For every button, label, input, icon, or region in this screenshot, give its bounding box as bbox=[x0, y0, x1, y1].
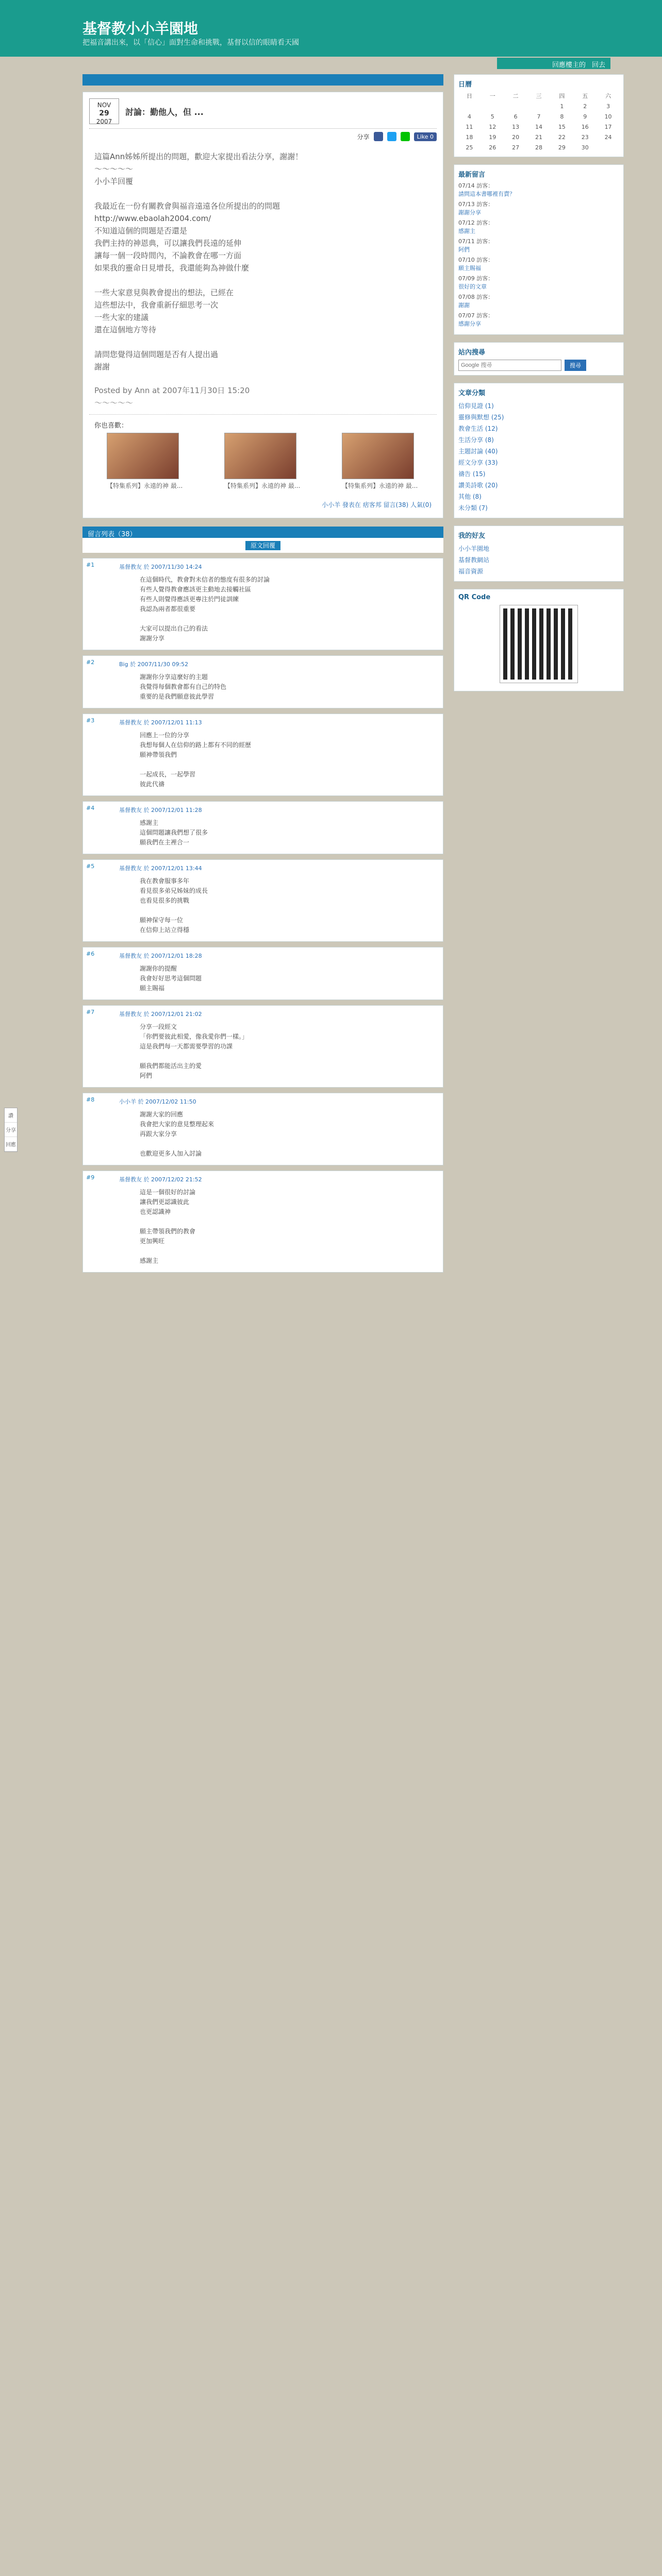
calendar-cell[interactable]: 26 bbox=[489, 144, 496, 151]
line-icon[interactable] bbox=[401, 132, 410, 141]
calendar-block bbox=[454, 74, 624, 157]
post-body: 這篇Ann姊姊所提出的問題，歡迎大家提出看法分享，謝謝！ ～～～～～ 小小羊回覆 我最近在一份有關教會與福音遠遠各位所提出的的問題 http://www.ebaolah2004.com/ 不知道這個的問題是否還是 我們主持的神恩典，可以讓我們長遠的延伸 讓每一個一段時間內，不論教會在哪一方面 如果我的靈命日見增長，我還能夠為神做什麼 一些大家意見與教會提出的想法，已經在 這些想法中，我會重新仔細思考一次 一些大家的建議 還在這個地方等待 請問您覺得這個問題是否有人提出過 謝謝 bbox=[94, 152, 303, 371]
calendar-cell[interactable] bbox=[528, 102, 550, 111]
calendar-cell[interactable] bbox=[458, 102, 481, 111]
recent-text: 謝謝 bbox=[458, 302, 470, 309]
floating-share-bar bbox=[4, 1108, 18, 1152]
comment-number: #9 bbox=[86, 1174, 95, 1181]
post-date-year: 2007 bbox=[96, 118, 112, 125]
comment-number: #1 bbox=[86, 562, 95, 568]
related-label: 【特集系列】永遠的神 最... bbox=[107, 482, 183, 489]
comment-item bbox=[82, 558, 443, 650]
comments-bar[interactable]: 留言列表（38） bbox=[82, 527, 443, 538]
share-row bbox=[89, 129, 437, 144]
site-header bbox=[0, 0, 662, 57]
recent-date: 07/14 訪客： bbox=[458, 182, 494, 189]
related-label: 【特集系列】永遠的神 最... bbox=[224, 482, 301, 489]
comment-list bbox=[82, 558, 443, 1273]
calendar-cell[interactable]: 25 bbox=[466, 144, 473, 151]
recent-text: 願主賜福 bbox=[458, 265, 481, 272]
link-item[interactable]: 基督教網站 bbox=[458, 556, 490, 564]
category-block bbox=[454, 383, 624, 518]
qr-title: QR Code bbox=[458, 594, 491, 601]
category-item[interactable]: 經文分享 (33) bbox=[458, 459, 498, 466]
facebook-icon[interactable] bbox=[374, 132, 383, 141]
related-item[interactable] bbox=[342, 433, 419, 490]
related-item[interactable] bbox=[224, 433, 302, 490]
float-reply-button[interactable]: 回應 bbox=[5, 1137, 17, 1151]
comment-number: #5 bbox=[86, 863, 95, 870]
comment-text: 謝謝你的提醒 我會好好思考這個問題 願主賜福 bbox=[140, 965, 202, 992]
links-block bbox=[454, 526, 624, 582]
recent-comments-block bbox=[454, 164, 624, 335]
comment-number: #7 bbox=[86, 1009, 95, 1015]
category-item[interactable]: 未分類 (7) bbox=[458, 504, 488, 512]
calendar-cell[interactable]: 13 bbox=[512, 124, 520, 130]
calendar-cell[interactable]: 15 bbox=[558, 124, 566, 130]
comment-meta[interactable]: 基督教友 於 2007/12/01 11:28 bbox=[119, 807, 202, 814]
comment-meta[interactable]: 基督教友 於 2007/12/01 21:02 bbox=[119, 1011, 202, 1018]
calendar-cell[interactable]: 9 bbox=[583, 113, 587, 120]
top-link-back[interactable]: 回去 bbox=[591, 61, 605, 69]
calendar-cell[interactable]: 22 bbox=[558, 134, 566, 141]
calendar-grid bbox=[458, 92, 619, 152]
calendar-cell[interactable]: 六 bbox=[605, 93, 611, 99]
calendar-cell[interactable]: 5 bbox=[490, 113, 494, 120]
calendar-cell[interactable]: 一 bbox=[489, 93, 495, 99]
recent-item[interactable] bbox=[458, 293, 619, 310]
recent-text: 阿們 bbox=[458, 246, 470, 253]
recent-item[interactable] bbox=[458, 219, 619, 235]
reply-button[interactable]: 原文回覆 bbox=[245, 541, 280, 550]
calendar-cell[interactable]: 28 bbox=[535, 144, 542, 151]
calendar-cell[interactable]: 7 bbox=[537, 113, 541, 120]
category-item[interactable]: 讚美詩歌 (20) bbox=[458, 482, 498, 489]
calendar-cell[interactable]: 四 bbox=[559, 93, 565, 99]
comment-text: 分享一段經文 「你們要彼此相愛，像我愛你們一樣。」 這是我們每一天都需要學習的功課 願我們都能活出主的愛 阿們 bbox=[140, 1023, 249, 1079]
recent-list bbox=[458, 182, 619, 328]
category-item[interactable]: 教會生活 (12) bbox=[458, 425, 498, 432]
calendar-cell[interactable]: 21 bbox=[535, 134, 542, 141]
calendar-cell[interactable]: 20 bbox=[512, 134, 520, 141]
twitter-icon[interactable] bbox=[387, 132, 396, 141]
comment-item bbox=[82, 714, 443, 796]
top-links bbox=[497, 58, 610, 69]
search-block bbox=[454, 342, 624, 376]
calendar-cell[interactable]: 17 bbox=[604, 124, 612, 130]
comment-item bbox=[82, 655, 443, 708]
comment-meta[interactable]: 基督教友 於 2007/12/01 13:44 bbox=[119, 865, 202, 872]
calendar-cell[interactable] bbox=[505, 102, 527, 111]
category-title: 文章分類 bbox=[458, 389, 486, 397]
recent-text: 很好的文章 bbox=[458, 283, 487, 290]
calendar-cell[interactable]: 11 bbox=[466, 124, 473, 130]
comment-number: #6 bbox=[86, 951, 95, 957]
comment-meta[interactable]: 基督教友 於 2007/11/30 14:24 bbox=[119, 564, 202, 570]
comment-text: 謝謝大家的回應 我會把大家的意見整理起來 再跟大家分享 也歡迎更多人加入討論 bbox=[140, 1111, 214, 1157]
recent-date: 07/11 訪客： bbox=[458, 238, 494, 245]
calendar-cell[interactable]: 日 bbox=[466, 93, 472, 99]
recent-date: 07/13 訪客： bbox=[458, 201, 494, 208]
calendar-cell[interactable]: 二 bbox=[512, 93, 519, 99]
post-date-badge bbox=[89, 98, 119, 124]
comment-text: 感謝主 這個問題讓我們想了很多 願我們在主裡合一 bbox=[140, 819, 208, 846]
recent-text: 感謝主 bbox=[458, 228, 475, 234]
qr-block bbox=[454, 589, 624, 691]
comment-text: 回應上一位的分享 我想每個人在信仰的路上都有不同的經歷 願神帶領我們 一起成長，一起學習 彼此代禱 bbox=[140, 732, 252, 788]
calendar-cell[interactable]: 4 bbox=[467, 113, 471, 120]
comment-meta[interactable]: 基督教友 於 2007/12/01 11:13 bbox=[119, 719, 202, 726]
comment-text: 在這個時代，教會對未信者的態度有很多的討論 有些人覺得教會應該更主動地去接觸社區 有些人則覺得應該更專注於門徒訓練 我認為兩者都很重要 大家可以提出自己的看法 謝謝分享 bbox=[140, 576, 270, 642]
calendar-cell[interactable]: 29 bbox=[558, 144, 566, 151]
sidebar bbox=[454, 74, 624, 699]
calendar-cell[interactable]: 23 bbox=[581, 134, 589, 141]
recent-item[interactable] bbox=[458, 200, 619, 217]
related-posts bbox=[89, 414, 437, 498]
recent-item[interactable] bbox=[458, 275, 619, 291]
post-title[interactable]: 討論：勤他人，但 ... bbox=[125, 107, 204, 117]
comment-item bbox=[82, 1171, 443, 1273]
post-header bbox=[89, 98, 437, 129]
comment-number: #8 bbox=[86, 1096, 95, 1103]
comment-item bbox=[82, 801, 443, 854]
comment-meta[interactable]: 基督教友 於 2007/12/01 18:28 bbox=[119, 953, 202, 959]
search-input[interactable] bbox=[458, 360, 561, 371]
post-date-month: NOV bbox=[97, 101, 111, 109]
search-button[interactable]: 搜尋 bbox=[565, 360, 586, 371]
category-item[interactable]: 生活分享 (8) bbox=[458, 436, 494, 444]
post-article bbox=[82, 92, 443, 518]
comments-header bbox=[82, 538, 443, 553]
related-title: 你也喜歡： bbox=[94, 422, 128, 430]
related-thumbnail bbox=[107, 433, 179, 479]
recent-item[interactable] bbox=[458, 182, 619, 198]
comment-meta[interactable]: Big 於 2007/11/30 09:52 bbox=[119, 661, 189, 668]
recent-date: 07/09 訪客： bbox=[458, 275, 494, 282]
comment-item bbox=[82, 1093, 443, 1165]
category-item[interactable]: 主題討論 (40) bbox=[458, 448, 498, 455]
calendar-title: 日曆 bbox=[458, 81, 472, 89]
calendar-cell[interactable]: 18 bbox=[466, 134, 473, 141]
recent-item[interactable] bbox=[458, 238, 619, 254]
comment-meta[interactable]: 小小羊 於 2007/12/02 11:50 bbox=[119, 1098, 196, 1105]
related-item[interactable] bbox=[107, 433, 184, 490]
recent-date: 07/10 訪客： bbox=[458, 257, 494, 263]
float-share-button[interactable]: 分享 bbox=[5, 1123, 17, 1137]
calendar-cell[interactable]: 19 bbox=[489, 134, 496, 141]
calendar-cell[interactable]: 6 bbox=[514, 113, 518, 120]
recent-item[interactable] bbox=[458, 312, 619, 328]
links-list bbox=[458, 543, 619, 577]
comment-number: #3 bbox=[86, 717, 95, 724]
calendar-cell[interactable]: 1 bbox=[560, 103, 564, 110]
search-form bbox=[458, 360, 619, 371]
related-list bbox=[94, 430, 432, 493]
post-byline: Posted by Ann at 2007年11月30日 15:20 ～～～～～ bbox=[94, 386, 250, 408]
main-top-bar bbox=[82, 74, 443, 86]
recent-item[interactable] bbox=[458, 256, 619, 273]
category-item[interactable]: 信仰見證 (1) bbox=[458, 402, 494, 410]
category-list bbox=[458, 400, 619, 514]
main-content bbox=[82, 74, 443, 2576]
category-item[interactable]: 禱告 (15) bbox=[458, 470, 486, 478]
calendar-cell[interactable] bbox=[482, 102, 504, 111]
share-label: 分享 bbox=[357, 133, 370, 141]
category-item[interactable]: 其他 (8) bbox=[458, 493, 482, 500]
site-title[interactable]: 基督教小小羊園地 bbox=[82, 20, 198, 37]
calendar-cell[interactable]: 五 bbox=[582, 93, 588, 99]
fb-like-button[interactable]: Like 0 bbox=[414, 132, 437, 141]
comment-item bbox=[82, 947, 443, 1000]
recent-text: 請問這本書哪裡有賣？ bbox=[458, 191, 515, 197]
comment-text: 這是一個很好的討論 讓我們更認識彼此 也更認識神 願主帶領我們的教會 更加興旺 感謝主 bbox=[140, 1189, 196, 1264]
search-title: 站內搜尋 bbox=[458, 349, 486, 357]
category-item[interactable]: 靈修與默想 (25) bbox=[458, 414, 504, 421]
links-title: 我的好友 bbox=[458, 532, 486, 540]
link-item[interactable]: 福音資源 bbox=[458, 568, 484, 575]
comment-meta[interactable]: 基督教友 於 2007/12/02 21:52 bbox=[119, 1176, 202, 1183]
site-subtitle: 把福音講出來，以「信心」面對生命和挑戰，基督以信的眼睛看天國 bbox=[82, 39, 299, 47]
qr-code-icon bbox=[500, 605, 577, 683]
related-thumbnail bbox=[224, 433, 296, 479]
link-item[interactable]: 小小羊園地 bbox=[458, 545, 490, 552]
calendar-cell[interactable]: 10 bbox=[604, 113, 612, 120]
top-link-reply[interactable]: 回應樓主的 bbox=[552, 61, 586, 69]
calendar-cell[interactable]: 2 bbox=[583, 103, 587, 110]
comment-number: #2 bbox=[86, 659, 95, 666]
calendar-cell[interactable]: 12 bbox=[489, 124, 496, 130]
comment-item bbox=[82, 1005, 443, 1088]
calendar-cell[interactable]: 14 bbox=[535, 124, 542, 130]
calendar-cell[interactable]: 三 bbox=[536, 93, 542, 99]
calendar-cell[interactable] bbox=[597, 143, 619, 152]
comment-text: 謝謝你分享這麼好的主題 我覺得每個教會都有自己的特色 重要的是我們願意彼此學習 bbox=[140, 673, 227, 700]
recent-date: 07/08 訪客： bbox=[458, 294, 494, 300]
comment-text: 我在教會服事多年 看見很多弟兄姊妹的成長 也看見很多的挑戰 願神保守每一位 在信仰上站立得穩 bbox=[140, 877, 208, 934]
calendar-cell[interactable]: 3 bbox=[606, 103, 610, 110]
calendar-cell[interactable]: 24 bbox=[604, 134, 612, 141]
float-like-button[interactable]: 讚 bbox=[5, 1108, 17, 1123]
calendar-cell[interactable]: 27 bbox=[512, 144, 520, 151]
post-date-day: 29 bbox=[99, 109, 109, 117]
calendar-cell[interactable]: 16 bbox=[581, 124, 589, 130]
post-footer[interactable]: 小小羊 發表在 痞客邦 留言(38) 人氣(0) bbox=[322, 501, 432, 509]
related-thumbnail bbox=[342, 433, 414, 479]
comment-number: #4 bbox=[86, 805, 95, 811]
recent-text: 感謝分享 bbox=[458, 320, 481, 327]
related-label: 【特集系列】永遠的神 最... bbox=[342, 482, 418, 489]
recent-text: 謝謝分享 bbox=[458, 209, 481, 216]
comment-item bbox=[82, 859, 443, 942]
recent-date: 07/12 訪客： bbox=[458, 219, 494, 226]
recent-date: 07/07 訪客： bbox=[458, 312, 494, 319]
calendar-cell[interactable]: 30 bbox=[581, 144, 589, 151]
calendar-cell[interactable]: 8 bbox=[560, 113, 564, 120]
recent-title: 最新留言 bbox=[458, 171, 486, 179]
